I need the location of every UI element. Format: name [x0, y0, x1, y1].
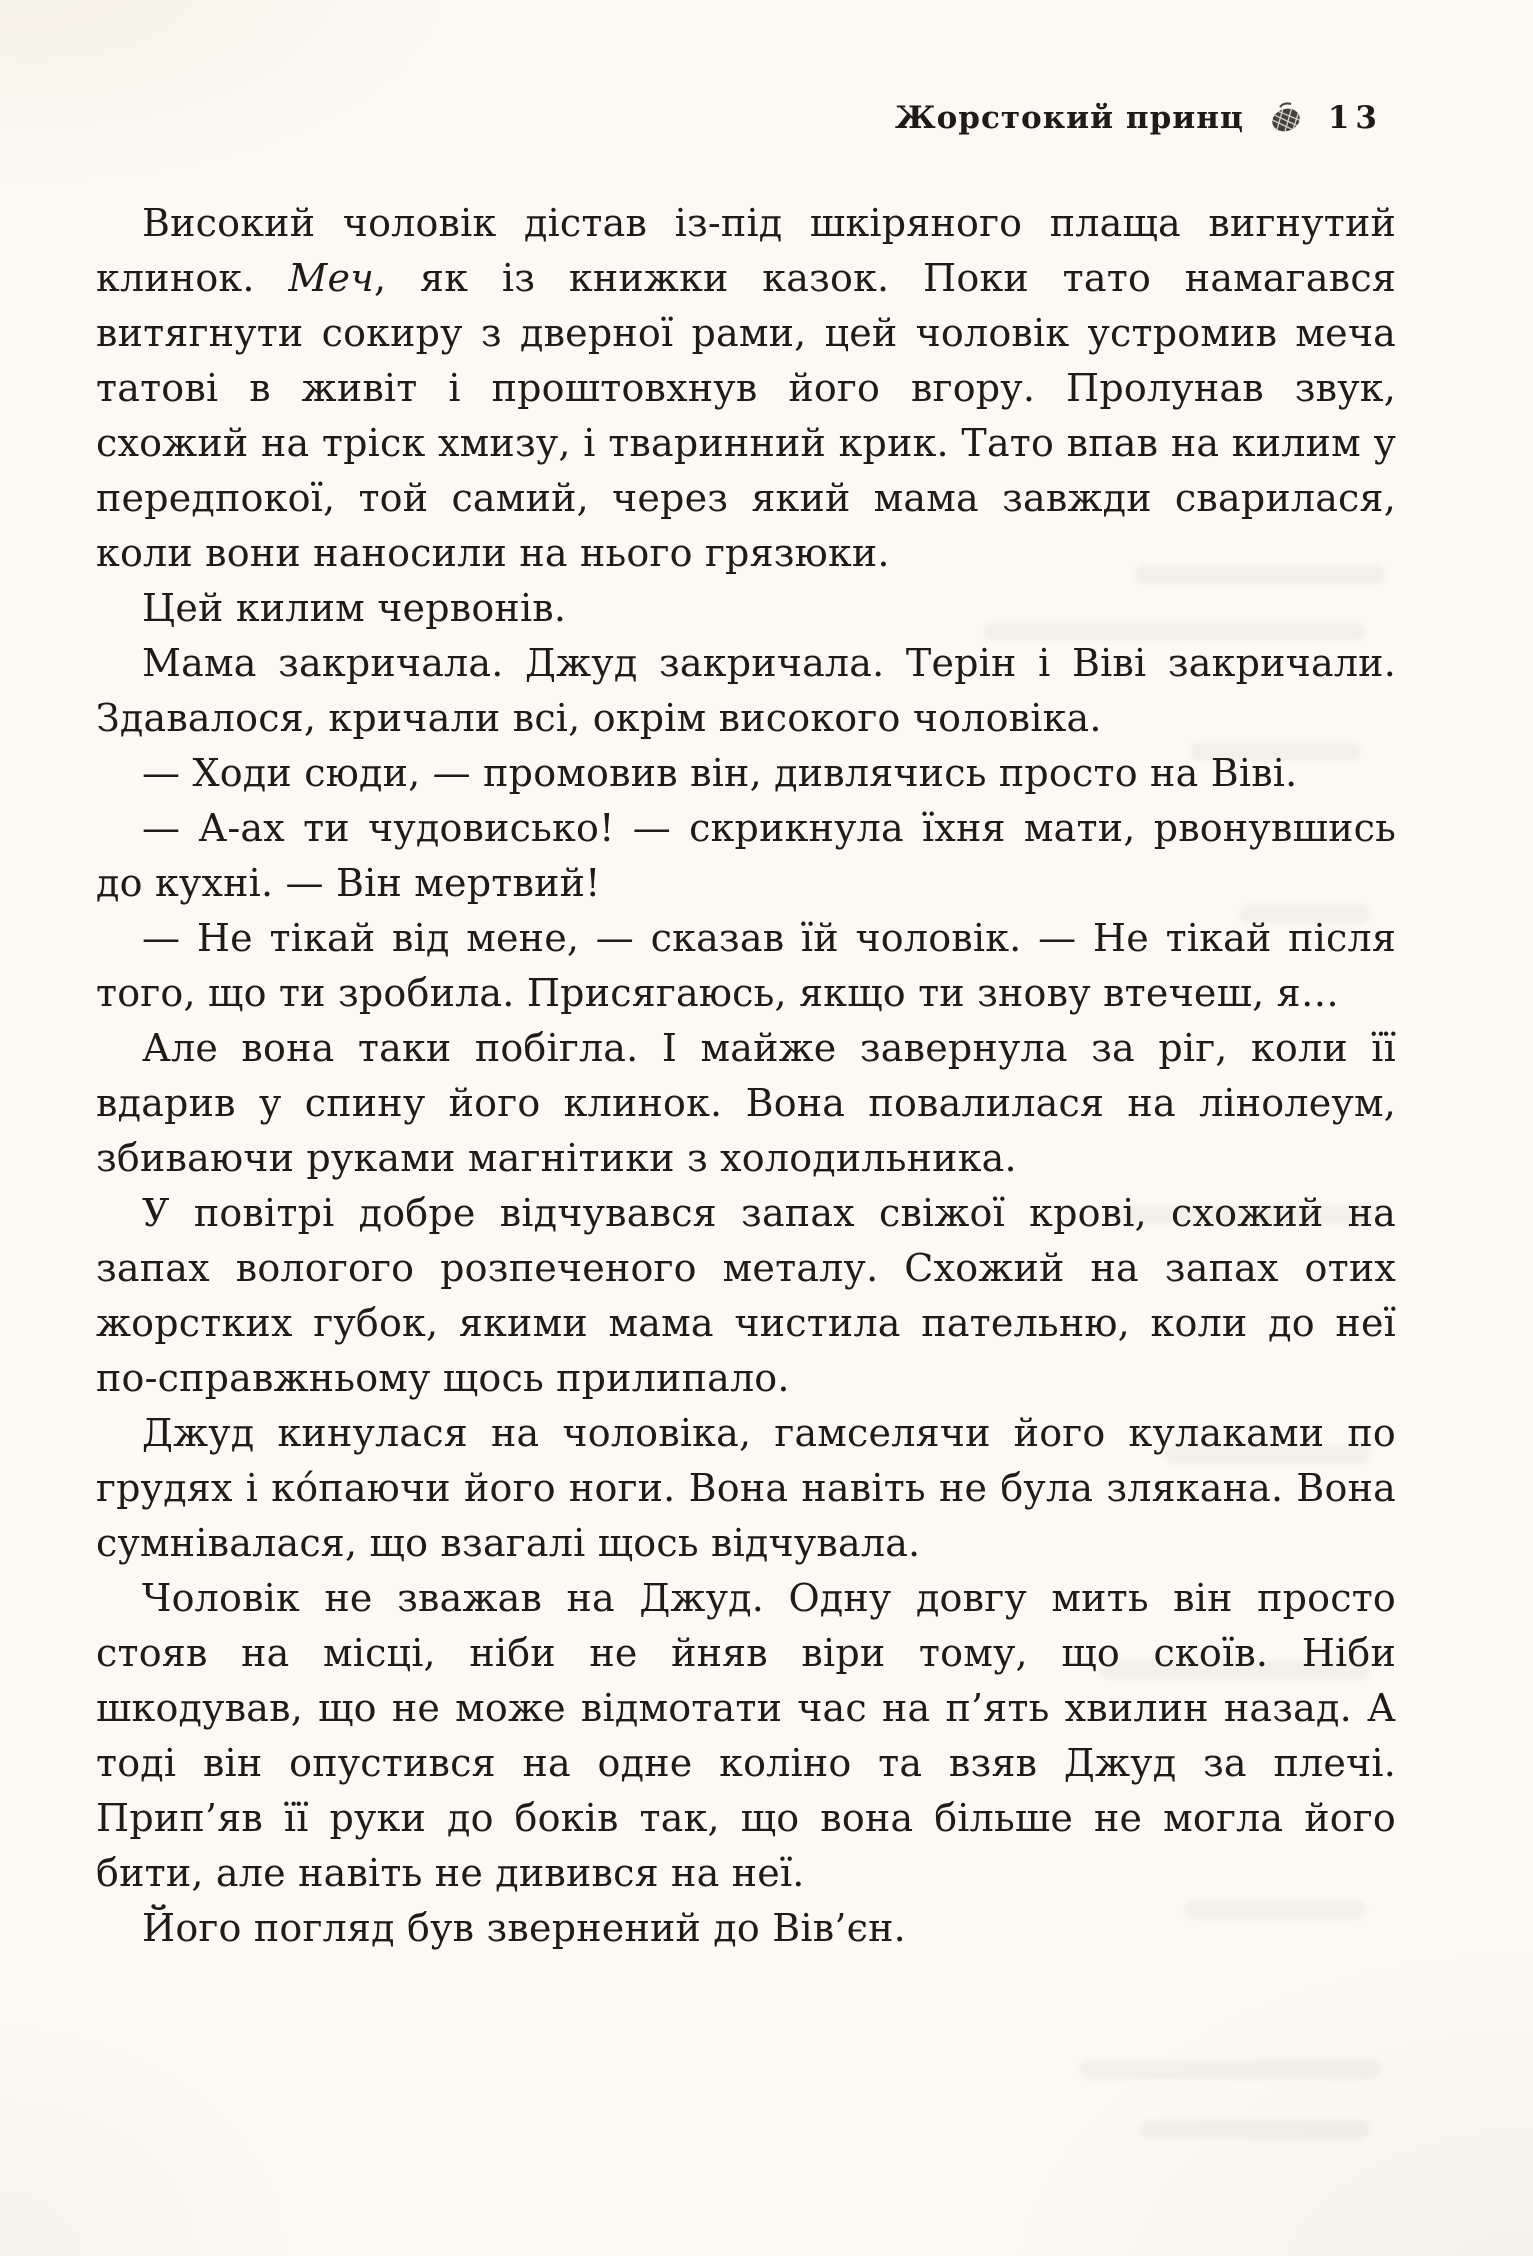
- paragraph: [96, 1901, 1396, 1956]
- paragraph: [96, 911, 1396, 1021]
- text-block: [96, 196, 1396, 1956]
- paragraph: [96, 1021, 1396, 1186]
- paragraph: [96, 636, 1396, 746]
- text-run: Високий чоловік дістав із-під шкіряного плаща вигнутий клинок.: [96, 201, 1396, 300]
- text-run: Мама закричала. Джуд закричала. Терін і Віві закричали. Здавалося, кричали всі, окрім високого чоловіка.: [96, 641, 1396, 740]
- paragraph: [96, 1406, 1396, 1571]
- paragraph: [96, 581, 1396, 636]
- text-run: Цей килим червонів.: [142, 586, 567, 630]
- italic-run: Меч: [288, 256, 375, 300]
- paragraph: [96, 196, 1396, 581]
- paragraph: [96, 801, 1396, 911]
- text-run: Чоловік не зважав на Джуд. Одну довгу мить він просто стояв на місці, ніби не йняв віри тому, що скоїв. Ніби шкодував, що не може відмотати час на п’ять хвилин назад. А тоді він опустився на одне коліно та взяв Джуд за плечі. Прип’яв її руки до боків так, що вона більше не могла його бити, але навіть не дивився на неї.: [96, 1576, 1396, 1895]
- running-title: Жорстокий принц: [894, 100, 1244, 136]
- text-run: — Не тікай від мене, — сказав їй чоловік. — Не тікай після того, що ти зробила. Присягаюсь, якщо ти знову втечеш, я…: [96, 916, 1396, 1015]
- paragraph: [96, 1571, 1396, 1901]
- text-run: — А-ах ти чудовисько! — скрикнула їхня мати, рвонувшись до кухні. — Він мертвий!: [96, 806, 1396, 905]
- page-header: [895, 100, 1383, 136]
- text-run: — Ходи сюди, — промовив він, дивлячись просто на Віві.: [142, 751, 1298, 795]
- text-run: Джуд кинулася на чоловіка, гамселячи його кулаками по грудях і ко́паючи його ноги. Вона навіть не була злякана. Вона сумнівалася, що взагалі щось відчувала.: [96, 1411, 1396, 1565]
- text-run: Але вона таки побігла. І майже завернула за ріг, коли її вдарив у спину його клинок. Вона повалилася на лінолеум, збиваючи руками магнітики з холодильника.: [96, 1026, 1396, 1180]
- paragraph: [96, 1186, 1396, 1406]
- text-run: Його погляд був звернений до Вів’єн.: [142, 1906, 906, 1950]
- paragraph: [96, 746, 1396, 801]
- text-run: У повітрі добре відчувався запах свіжої крові, схожий на запах вологого розпеченого металу. Схожий на запах отих жорстких губок, якими мама чистила пательню, коли до неї по-справжньому щось прилипало.: [96, 1191, 1396, 1400]
- pinecone-icon: [1266, 100, 1306, 136]
- text-run: , як із книжки казок. Поки тато намагався витягнути сокиру з дверної рами, цей чоловік устромив меча татові в живіт і проштовхнув його вгору. Пролунав звук, схожий на тріск хмизу, і тваринний крик. Тато впав на килим у передпокої, той самий, через який мама завжди сварилася, коли вони наносили на нього грязюки.: [96, 256, 1396, 575]
- page-number: 13: [1327, 100, 1383, 136]
